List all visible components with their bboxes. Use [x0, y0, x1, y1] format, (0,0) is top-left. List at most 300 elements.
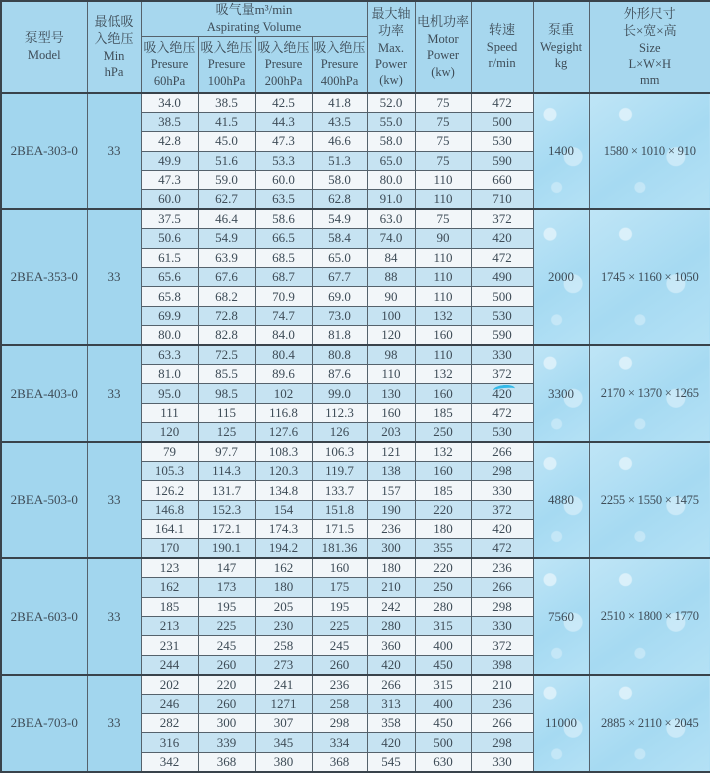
cell-motor: 75: [415, 209, 471, 228]
cell-motor: 400: [415, 694, 471, 713]
cell-maxp: 130: [367, 384, 415, 403]
cell-v60: 50.6: [141, 229, 198, 248]
header-maxp-en1: Max.: [378, 40, 405, 55]
sub-zh: 吸入绝压: [257, 39, 310, 55]
cell-v400: 151.8: [312, 500, 367, 519]
cell-v200: 102: [255, 384, 312, 403]
cell-v60: 65.8: [141, 287, 198, 306]
cell-maxp: 110: [367, 364, 415, 383]
cell-v60: 63.3: [141, 345, 198, 364]
cell-speed: 398: [471, 655, 533, 674]
sub-en: Presure: [320, 57, 359, 72]
cell-speed: 330: [471, 752, 533, 771]
cell-v100: 98.5: [198, 384, 255, 403]
cell-speed: 372: [471, 364, 533, 383]
cell-v100: 51.6: [198, 151, 255, 170]
cell-v400: 46.6: [312, 132, 367, 151]
cell-speed: 500: [471, 112, 533, 131]
cell-v100: 300: [198, 714, 255, 733]
cell-maxp: 74.0: [367, 229, 415, 248]
cell-v200: 127.6: [255, 423, 312, 442]
cell-v100: 195: [198, 597, 255, 616]
cell-maxp: 420: [367, 733, 415, 752]
cell-motor: 315: [415, 617, 471, 636]
cell-motor: 75: [415, 93, 471, 112]
cell-speed: 298: [471, 461, 533, 480]
cell-v60: 342: [141, 752, 198, 771]
sub-val: 60hPa: [153, 73, 186, 88]
cell-v200: 68.7: [255, 268, 312, 287]
cell-maxp: 52.0: [367, 93, 415, 112]
cell-v400: 368: [312, 752, 367, 771]
cell-v60: 49.9: [141, 151, 198, 170]
cell-v60: 213: [141, 617, 198, 636]
cell-v60: 246: [141, 694, 198, 713]
cell-v100: 97.7: [198, 442, 255, 461]
cell-v100: 125: [198, 423, 255, 442]
header-aspirating-volume-group: [141, 1, 367, 36]
model-cell: 2BEA-603-0: [1, 558, 87, 674]
header-pressure-100: [198, 36, 255, 93]
cell-v200: 108.3: [255, 442, 312, 461]
header-weight-en1: Wegight: [540, 40, 583, 55]
cell-v60: 202: [141, 675, 198, 694]
cell-maxp: 420: [367, 655, 415, 674]
cell-motor: 355: [415, 539, 471, 558]
cell-v100: 368: [198, 752, 255, 771]
model-cell: 2BEA-303-0: [1, 93, 87, 209]
cell-v100: 131.7: [198, 481, 255, 500]
size-cell: 2255 × 1550 × 1475: [589, 442, 710, 558]
cell-maxp: 236: [367, 520, 415, 539]
cell-speed: 530: [471, 132, 533, 151]
cell-v200: 120.3: [255, 461, 312, 480]
cell-maxp: 280: [367, 617, 415, 636]
cell-v60: 120: [141, 423, 198, 442]
cell-motor: 250: [415, 578, 471, 597]
cell-v400: 67.7: [312, 268, 367, 287]
cell-maxp: 360: [367, 636, 415, 655]
block-2BEA-353-0: [1, 209, 710, 345]
cell-v100: 339: [198, 733, 255, 752]
header-min-pressure: [87, 1, 141, 93]
cell-v100: 62.7: [198, 190, 255, 209]
size-cell: 2885 × 2110 × 2045: [589, 675, 710, 772]
table-row: [1, 442, 710, 461]
model-cell: 2BEA-353-0: [1, 209, 87, 345]
size-cell: 2510 × 1800 × 1770: [589, 558, 710, 674]
cell-v200: 1271: [255, 694, 312, 713]
min-cell: 33: [87, 442, 141, 558]
cell-speed: 330: [471, 345, 533, 364]
cell-maxp: 65.0: [367, 151, 415, 170]
cell-speed: 266: [471, 578, 533, 597]
cell-v100: 45.0: [198, 132, 255, 151]
sub-val: 400hPa: [320, 73, 359, 88]
cell-maxp: 266: [367, 675, 415, 694]
cell-speed: 472: [471, 539, 533, 558]
cell-v200: 42.5: [255, 93, 312, 112]
cell-speed: 500: [471, 287, 533, 306]
header-min-en2: hPa: [104, 64, 124, 79]
header-pressure-200: [255, 36, 312, 93]
cell-v60: 146.8: [141, 500, 198, 519]
size-cell: 2170 × 1370 × 1265: [589, 345, 710, 442]
weight-cell: 2000: [533, 209, 589, 345]
min-cell: 33: [87, 209, 141, 345]
header-pressure-400: [312, 36, 367, 93]
model-cell: 2BEA-503-0: [1, 442, 87, 558]
cell-maxp: 55.0: [367, 112, 415, 131]
cell-v100: 147: [198, 558, 255, 577]
cell-v400: 106.3: [312, 442, 367, 461]
cell-speed: 330: [471, 481, 533, 500]
table-row: [1, 93, 710, 112]
cell-motor: 90: [415, 229, 471, 248]
table-row: [1, 558, 710, 577]
cell-v60: 69.9: [141, 306, 198, 325]
cell-maxp: 180: [367, 558, 415, 577]
cell-v200: 44.3: [255, 112, 312, 131]
block-2BEA-303-0: [1, 93, 710, 209]
cell-maxp: 121: [367, 442, 415, 461]
cell-v200: 307: [255, 714, 312, 733]
cell-speed: 490: [471, 268, 533, 287]
cell-v200: 134.8: [255, 481, 312, 500]
cell-v200: 70.9: [255, 287, 312, 306]
cell-v60: 126.2: [141, 481, 198, 500]
cell-motor: 110: [415, 345, 471, 364]
cell-text: 420: [492, 385, 512, 401]
cell-v100: 46.4: [198, 209, 255, 228]
cell-speed: 266: [471, 442, 533, 461]
cell-v100: 38.5: [198, 93, 255, 112]
cell-v400: 51.3: [312, 151, 367, 170]
cell-v100: 245: [198, 636, 255, 655]
cell-v400: 99.0: [312, 384, 367, 403]
cell-v200: 63.5: [255, 190, 312, 209]
header-maxp-en2: Power: [375, 56, 407, 71]
header-speed-zh: 转速: [489, 22, 516, 38]
sub-val: 200hPa: [264, 73, 303, 88]
cell-v100: 152.3: [198, 500, 255, 519]
cell-motor: 110: [415, 248, 471, 267]
cell-maxp: 190: [367, 500, 415, 519]
cell-v400: 175: [312, 578, 367, 597]
header-max-power: [367, 1, 415, 93]
header-model: [1, 1, 87, 93]
cell-speed: 210: [471, 675, 533, 694]
table-row: [1, 675, 710, 694]
sub-en: Presure: [207, 57, 246, 72]
cell-motor: 450: [415, 655, 471, 674]
cell-motor: 75: [415, 112, 471, 131]
cell-motor: 400: [415, 636, 471, 655]
cell-maxp: 358: [367, 714, 415, 733]
cell-v200: 154: [255, 500, 312, 519]
cell-v200: 74.7: [255, 306, 312, 325]
cell-v60: 65.6: [141, 268, 198, 287]
header-speed-en2: r/min: [488, 56, 516, 71]
cell-v60: 111: [141, 403, 198, 422]
cell-v100: 173: [198, 578, 255, 597]
header-motor-en2: Power: [427, 48, 459, 63]
cell-speed: 372: [471, 636, 533, 655]
cell-v100: 63.9: [198, 248, 255, 267]
model-cell: 2BEA-403-0: [1, 345, 87, 442]
cell-v60: 123: [141, 558, 198, 577]
cell-maxp: 58.0: [367, 132, 415, 151]
cell-v400: 258: [312, 694, 367, 713]
cell-motor: 110: [415, 268, 471, 287]
cell-v60: 61.5: [141, 248, 198, 267]
cell-maxp: 157: [367, 481, 415, 500]
cell-v400: 81.8: [312, 326, 367, 345]
cell-v200: 58.6: [255, 209, 312, 228]
cell-v200: 53.3: [255, 151, 312, 170]
cell-v60: 38.5: [141, 112, 198, 131]
cell-speed: 372: [471, 209, 533, 228]
cell-v100: 59.0: [198, 171, 255, 190]
cell-v200: 66.5: [255, 229, 312, 248]
header-motor-en3: (kw): [431, 64, 455, 79]
cell-v400: 195: [312, 597, 367, 616]
cell-v400: 112.3: [312, 403, 367, 422]
cell-motor: 110: [415, 287, 471, 306]
cell-v400: 41.8: [312, 93, 367, 112]
cell-motor: 220: [415, 500, 471, 519]
cell-v200: 84.0: [255, 326, 312, 345]
cell-v400: 298: [312, 714, 367, 733]
header-min-en1: Min: [103, 48, 125, 63]
cell-v200: 205: [255, 597, 312, 616]
header-weight: [533, 1, 589, 93]
cell-v60: 282: [141, 714, 198, 733]
cell-speed: 472: [471, 403, 533, 422]
header-size-zh1: 外形尺寸: [623, 5, 676, 21]
header-size-en2: L×W×H: [628, 56, 672, 71]
cell-maxp: 80.0: [367, 171, 415, 190]
cell-v200: 230: [255, 617, 312, 636]
cell-speed: 236: [471, 558, 533, 577]
cell-v200: 345: [255, 733, 312, 752]
cell-v400: 133.7: [312, 481, 367, 500]
cell-speed: 298: [471, 597, 533, 616]
header-motor-en1: Motor: [427, 32, 459, 47]
header-size-en1: Size: [639, 40, 661, 55]
header-motor-power: [415, 1, 471, 93]
cell-motor: 500: [415, 733, 471, 752]
cell-v100: 115: [198, 403, 255, 422]
cell-v60: 37.5: [141, 209, 198, 228]
cell-v100: 68.2: [198, 287, 255, 306]
cell-maxp: 138: [367, 461, 415, 480]
cell-motor: 75: [415, 151, 471, 170]
cell-v200: 194.2: [255, 539, 312, 558]
cell-maxp: 98: [367, 345, 415, 364]
header-group-zh: 吸气量m³/min: [215, 2, 293, 18]
cell-v60: 105.3: [141, 461, 198, 480]
cell-v100: 41.5: [198, 112, 255, 131]
cell-v400: 236: [312, 675, 367, 694]
cell-motor: 132: [415, 442, 471, 461]
cell-v400: 54.9: [312, 209, 367, 228]
cell-maxp: 210: [367, 578, 415, 597]
cell-v400: 69.0: [312, 287, 367, 306]
cell-motor: 160: [415, 384, 471, 403]
cell-motor: 185: [415, 481, 471, 500]
cell-v400: 119.7: [312, 461, 367, 480]
cell-v60: 47.3: [141, 171, 198, 190]
cell-v60: 80.0: [141, 326, 198, 345]
cell-speed: 472: [471, 93, 533, 112]
cell-v60: 231: [141, 636, 198, 655]
weight-cell: 3300: [533, 345, 589, 442]
cell-v60: 316: [141, 733, 198, 752]
cell-v400: 62.8: [312, 190, 367, 209]
cell-motor: 630: [415, 752, 471, 771]
cell-v400: 58.4: [312, 229, 367, 248]
weight-cell: 7560: [533, 558, 589, 674]
cell-speed: 660: [471, 171, 533, 190]
model-cell: 2BEA-703-0: [1, 675, 87, 772]
cell-v200: 60.0: [255, 171, 312, 190]
cell-v200: 116.8: [255, 403, 312, 422]
cell-v100: 260: [198, 694, 255, 713]
cell-speed: 530: [471, 306, 533, 325]
cell-v200: 174.3: [255, 520, 312, 539]
cell-v200: 180: [255, 578, 312, 597]
cell-maxp: 84: [367, 248, 415, 267]
cell-v60: 60.0: [141, 190, 198, 209]
cell-motor: 110: [415, 171, 471, 190]
cell-speed: 330: [471, 617, 533, 636]
cell-v100: 225: [198, 617, 255, 636]
cell-v400: 58.0: [312, 171, 367, 190]
cell-v400: 126: [312, 423, 367, 442]
cell-v400: 43.5: [312, 112, 367, 131]
cell-v400: 73.0: [312, 306, 367, 325]
cell-v100: 114.3: [198, 461, 255, 480]
table-row: [1, 209, 710, 228]
cell-motor: 110: [415, 190, 471, 209]
cell-v60: 185: [141, 597, 198, 616]
cell-motor: 450: [415, 714, 471, 733]
cell-v200: 380: [255, 752, 312, 771]
cell-v200: 258: [255, 636, 312, 655]
cell-speed: 420: [471, 520, 533, 539]
cell-v100: 72.5: [198, 345, 255, 364]
cell-motor: 160: [415, 326, 471, 345]
cell-v100: 220: [198, 675, 255, 694]
cell-motor: 185: [415, 403, 471, 422]
cell-speed: 472: [471, 248, 533, 267]
cell-speed: 590: [471, 151, 533, 170]
sub-val: 100hPa: [207, 73, 246, 88]
cell-speed: 298: [471, 733, 533, 752]
cell-motor: 250: [415, 423, 471, 442]
cell-speed: 266: [471, 714, 533, 733]
cell-maxp: 160: [367, 403, 415, 422]
header-weight-en2: kg: [554, 56, 568, 71]
cell-v400: 225: [312, 617, 367, 636]
header-model-zh: 泵型号: [24, 30, 64, 46]
cell-motor: 75: [415, 132, 471, 151]
cell-maxp: 203: [367, 423, 415, 442]
header-size-en3: mm: [640, 73, 660, 88]
cell-v400: 260: [312, 655, 367, 674]
weight-cell: 4880: [533, 442, 589, 558]
cell-maxp: 242: [367, 597, 415, 616]
header-maxp-en3: (kw): [379, 73, 403, 88]
cell-maxp: 88: [367, 268, 415, 287]
cell-v400: 80.8: [312, 345, 367, 364]
block-2BEA-603-0: [1, 558, 710, 674]
cell-speed: 420: [471, 229, 533, 248]
cell-v400: 171.5: [312, 520, 367, 539]
cell-maxp: 545: [367, 752, 415, 771]
sub-en: Presure: [150, 57, 189, 72]
cell-v400: 160: [312, 558, 367, 577]
min-cell: 33: [87, 93, 141, 209]
cell-motor: 315: [415, 675, 471, 694]
cell-v100: 260: [198, 655, 255, 674]
cell-v100: 72.8: [198, 306, 255, 325]
cell-maxp: 91.0: [367, 190, 415, 209]
block-2BEA-403-0: [1, 345, 710, 442]
header-speed: [471, 1, 533, 93]
weight-cell: 1400: [533, 93, 589, 209]
sub-zh: 吸入绝压: [313, 39, 366, 55]
cell-v100: 85.5: [198, 364, 255, 383]
cell-motor: 160: [415, 461, 471, 480]
cell-speed: 590: [471, 326, 533, 345]
cell-speed: 236: [471, 694, 533, 713]
cell-v100: 54.9: [198, 229, 255, 248]
size-cell: 1580 × 1010 × 910: [589, 93, 710, 209]
cell-motor: 180: [415, 520, 471, 539]
cell-v60: 34.0: [141, 93, 198, 112]
cell-v400: 245: [312, 636, 367, 655]
cell-v200: 273: [255, 655, 312, 674]
cell-v60: 81.0: [141, 364, 198, 383]
cell-v60: 164.1: [141, 520, 198, 539]
size-cell: 1745 × 1160 × 1050: [589, 209, 710, 345]
cell-speed: 372: [471, 500, 533, 519]
header-motor-zh: 电机功率: [417, 14, 470, 30]
cell-v400: 334: [312, 733, 367, 752]
cell-speed: 530: [471, 423, 533, 442]
cell-v200: 89.6: [255, 364, 312, 383]
cell-v400: 65.0: [312, 248, 367, 267]
sub-zh: 吸入绝压: [143, 39, 196, 55]
cell-motor: 132: [415, 306, 471, 325]
cell-v200: 68.5: [255, 248, 312, 267]
cell-motor: 220: [415, 558, 471, 577]
min-cell: 33: [87, 675, 141, 772]
header-size: [589, 1, 710, 93]
block-2BEA-503-0: [1, 442, 710, 558]
cell-v100: 190.1: [198, 539, 255, 558]
cell-v200: 80.4: [255, 345, 312, 364]
cell-speed: [471, 384, 533, 403]
cell-v60: 79: [141, 442, 198, 461]
cell-v60: 244: [141, 655, 198, 674]
table-row: [1, 345, 710, 364]
header-pressure-60: [141, 36, 198, 93]
cell-maxp: 120: [367, 326, 415, 345]
cell-maxp: 90: [367, 287, 415, 306]
